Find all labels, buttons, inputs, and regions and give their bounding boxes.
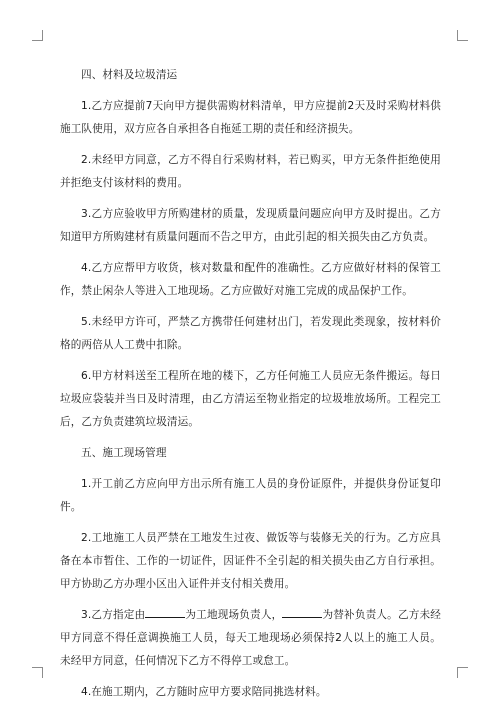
materials-item-2: 2.未经甲方同意，乙方不得自行采购材料，若已购买，甲方无条件拒绝使用并拒绝支付该材料的费用。 xyxy=(60,154,441,189)
site-item-3-part-2: 为工地现场负责人， xyxy=(185,609,283,621)
site-item-1: 1.开工前乙方应向甲方出示所有施工人员的身份证原件，并提供身份证复印件。 xyxy=(60,478,441,513)
materials-item-4: 4.乙方应帮甲方收货，核对数量和配件的准确性。乙方应做好材料的保管工作，禁止闲杂人等进入工地现场。乙方应做好对施工完成的成品保护工作。 xyxy=(60,262,441,297)
materials-item-5: 5.未经甲方许可，严禁乙方携带任何建材出门，若发现此类现象，按材料价格的两倍从人工费中扣除。 xyxy=(60,316,441,351)
section-heading-materials: 四、材料及垃圾清运 xyxy=(81,69,178,81)
materials-item-3: 3.乙方应验收甲方所购建材的质量，发现质量问题应向甲方及时提出。乙方知道甲方所购建材有质量问题而不告之甲方，由此引起的相关损失由乙方负责。 xyxy=(60,208,441,243)
materials-item-6: 6.甲方材料送至工程所在地的楼下，乙方任何施工人员应无条件搬运。每日垃圾应袋装并当日及时清理，由乙方清运至物业指定的垃圾堆放场所。工程完工后，乙方负责建筑垃圾清运。 xyxy=(60,370,441,428)
site-item-4: 4.在施工期内，乙方随时应甲方要求陪同挑选材料。 xyxy=(81,686,327,698)
site-item-3 xyxy=(60,604,441,673)
crop-mark-top-right xyxy=(457,30,468,41)
document-body xyxy=(60,64,441,712)
crop-mark-bottom-left xyxy=(32,667,43,678)
blank-field-site-manager xyxy=(145,606,185,618)
materials-item-1: 1.乙方应提前7天向甲方提供需购材料清单，甲方应提前2天及时采购材料供施工队使用，双方应各自承担各自拖延工期的责任和经济损失。 xyxy=(60,100,441,135)
blank-field-substitute-manager xyxy=(282,606,322,618)
site-item-2: 2.工地施工人员严禁在工地发生过夜、做饭等与装修无关的行为。乙方应具备在本市暂住、工作的一切证件，因证件不全引起的相关损失由乙方自行承担。甲方协助乙方办理小区出入证件并支付相关费用。 xyxy=(60,532,441,590)
site-item-3-part-3: 为替补负责人。乙方未经甲方同意不得任意调换施工人员，每天工地现场必须保持2人以上的施工人员。未经甲方同意，任何情况下乙方不得停工或怠工。 xyxy=(60,609,441,667)
crop-mark-bottom-right xyxy=(457,667,468,678)
site-item-3-part-1: 3.乙方指定由 xyxy=(81,609,146,621)
section-heading-site-management: 五、施工现场管理 xyxy=(81,447,167,459)
crop-mark-top-left xyxy=(32,30,43,41)
